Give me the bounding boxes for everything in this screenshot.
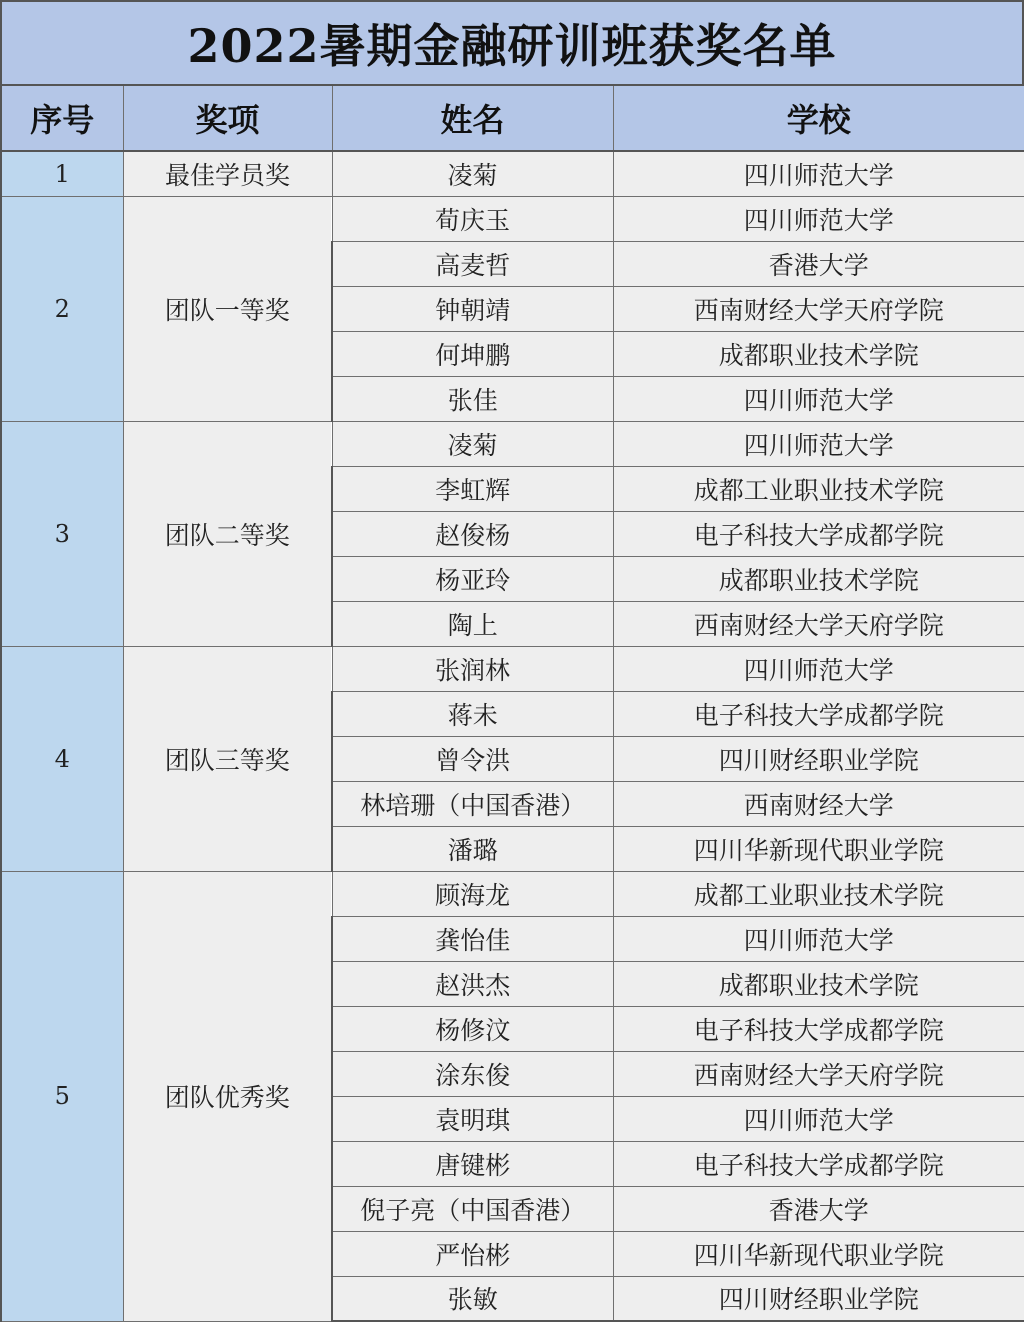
school-cell: 四川财经职业学院 bbox=[613, 1276, 1024, 1321]
name-cell: 杨修汶 bbox=[332, 1006, 613, 1051]
table-row bbox=[1, 151, 1024, 196]
school-cell: 四川财经职业学院 bbox=[613, 736, 1024, 781]
name-cell: 潘璐 bbox=[332, 826, 613, 871]
name-cell: 顾海龙 bbox=[332, 871, 613, 916]
name-cell: 唐键彬 bbox=[332, 1141, 613, 1186]
header-no: 序号 bbox=[1, 85, 123, 151]
name-cell: 蒋未 bbox=[332, 691, 613, 736]
award-cell: 最佳学员奖 bbox=[123, 151, 332, 196]
table-row bbox=[1, 871, 1024, 916]
name-cell: 张润林 bbox=[332, 646, 613, 691]
name-cell: 张佳 bbox=[332, 376, 613, 421]
header-school: 学校 bbox=[613, 85, 1024, 151]
name-cell: 张敏 bbox=[332, 1276, 613, 1321]
page-title: 2022暑期金融研训班获奖名单 bbox=[0, 0, 1024, 84]
name-cell: 林培珊（中国香港） bbox=[332, 781, 613, 826]
row-number-cell: 5 bbox=[1, 871, 123, 1321]
name-cell: 赵俊杨 bbox=[332, 511, 613, 556]
name-cell: 曾令洪 bbox=[332, 736, 613, 781]
row-number-cell: 1 bbox=[1, 151, 123, 196]
header-name: 姓名 bbox=[332, 85, 613, 151]
name-cell: 涂东俊 bbox=[332, 1051, 613, 1096]
school-cell: 四川华新现代职业学院 bbox=[613, 1231, 1024, 1276]
table-row bbox=[1, 421, 1024, 466]
school-cell: 西南财经大学天府学院 bbox=[613, 286, 1024, 331]
name-cell: 凌菊 bbox=[332, 151, 613, 196]
award-table bbox=[0, 84, 1024, 1322]
award-cell: 团队一等奖 bbox=[123, 196, 332, 421]
name-cell: 高麦哲 bbox=[332, 241, 613, 286]
school-cell: 四川华新现代职业学院 bbox=[613, 826, 1024, 871]
school-cell: 西南财经大学 bbox=[613, 781, 1024, 826]
name-cell: 袁明琪 bbox=[332, 1096, 613, 1141]
name-cell: 倪子亮（中国香港） bbox=[332, 1186, 613, 1231]
row-number-cell: 4 bbox=[1, 646, 123, 871]
school-cell: 四川师范大学 bbox=[613, 151, 1024, 196]
school-cell: 电子科技大学成都学院 bbox=[613, 691, 1024, 736]
row-number-cell: 2 bbox=[1, 196, 123, 421]
school-cell: 西南财经大学天府学院 bbox=[613, 1051, 1024, 1096]
school-cell: 成都工业职业技术学院 bbox=[613, 466, 1024, 511]
award-cell: 团队二等奖 bbox=[123, 421, 332, 646]
school-cell: 四川师范大学 bbox=[613, 421, 1024, 466]
name-cell: 杨亚玲 bbox=[332, 556, 613, 601]
name-cell: 凌菊 bbox=[332, 421, 613, 466]
school-cell: 电子科技大学成都学院 bbox=[613, 1141, 1024, 1186]
table-body bbox=[1, 151, 1024, 1321]
name-cell: 严怡彬 bbox=[332, 1231, 613, 1276]
school-cell: 成都工业职业技术学院 bbox=[613, 871, 1024, 916]
name-cell: 荀庆玉 bbox=[332, 196, 613, 241]
table-row bbox=[1, 196, 1024, 241]
name-cell: 陶上 bbox=[332, 601, 613, 646]
header-row bbox=[1, 85, 1024, 151]
school-cell: 电子科技大学成都学院 bbox=[613, 1006, 1024, 1051]
school-cell: 四川师范大学 bbox=[613, 646, 1024, 691]
school-cell: 香港大学 bbox=[613, 1186, 1024, 1231]
row-number-cell: 3 bbox=[1, 421, 123, 646]
name-cell: 钟朝靖 bbox=[332, 286, 613, 331]
name-cell: 李虹辉 bbox=[332, 466, 613, 511]
name-cell: 赵洪杰 bbox=[332, 961, 613, 1006]
school-cell: 电子科技大学成都学院 bbox=[613, 511, 1024, 556]
school-cell: 成都职业技术学院 bbox=[613, 331, 1024, 376]
school-cell: 四川师范大学 bbox=[613, 1096, 1024, 1141]
name-cell: 龚怡佳 bbox=[332, 916, 613, 961]
school-cell: 成都职业技术学院 bbox=[613, 961, 1024, 1006]
school-cell: 四川师范大学 bbox=[613, 196, 1024, 241]
award-cell: 团队三等奖 bbox=[123, 646, 332, 871]
school-cell: 西南财经大学天府学院 bbox=[613, 601, 1024, 646]
name-cell: 何坤鹏 bbox=[332, 331, 613, 376]
school-cell: 成都职业技术学院 bbox=[613, 556, 1024, 601]
school-cell: 香港大学 bbox=[613, 241, 1024, 286]
award-cell: 团队优秀奖 bbox=[123, 871, 332, 1321]
header-award: 奖项 bbox=[123, 85, 332, 151]
school-cell: 四川师范大学 bbox=[613, 376, 1024, 421]
table-row bbox=[1, 646, 1024, 691]
school-cell: 四川师范大学 bbox=[613, 916, 1024, 961]
